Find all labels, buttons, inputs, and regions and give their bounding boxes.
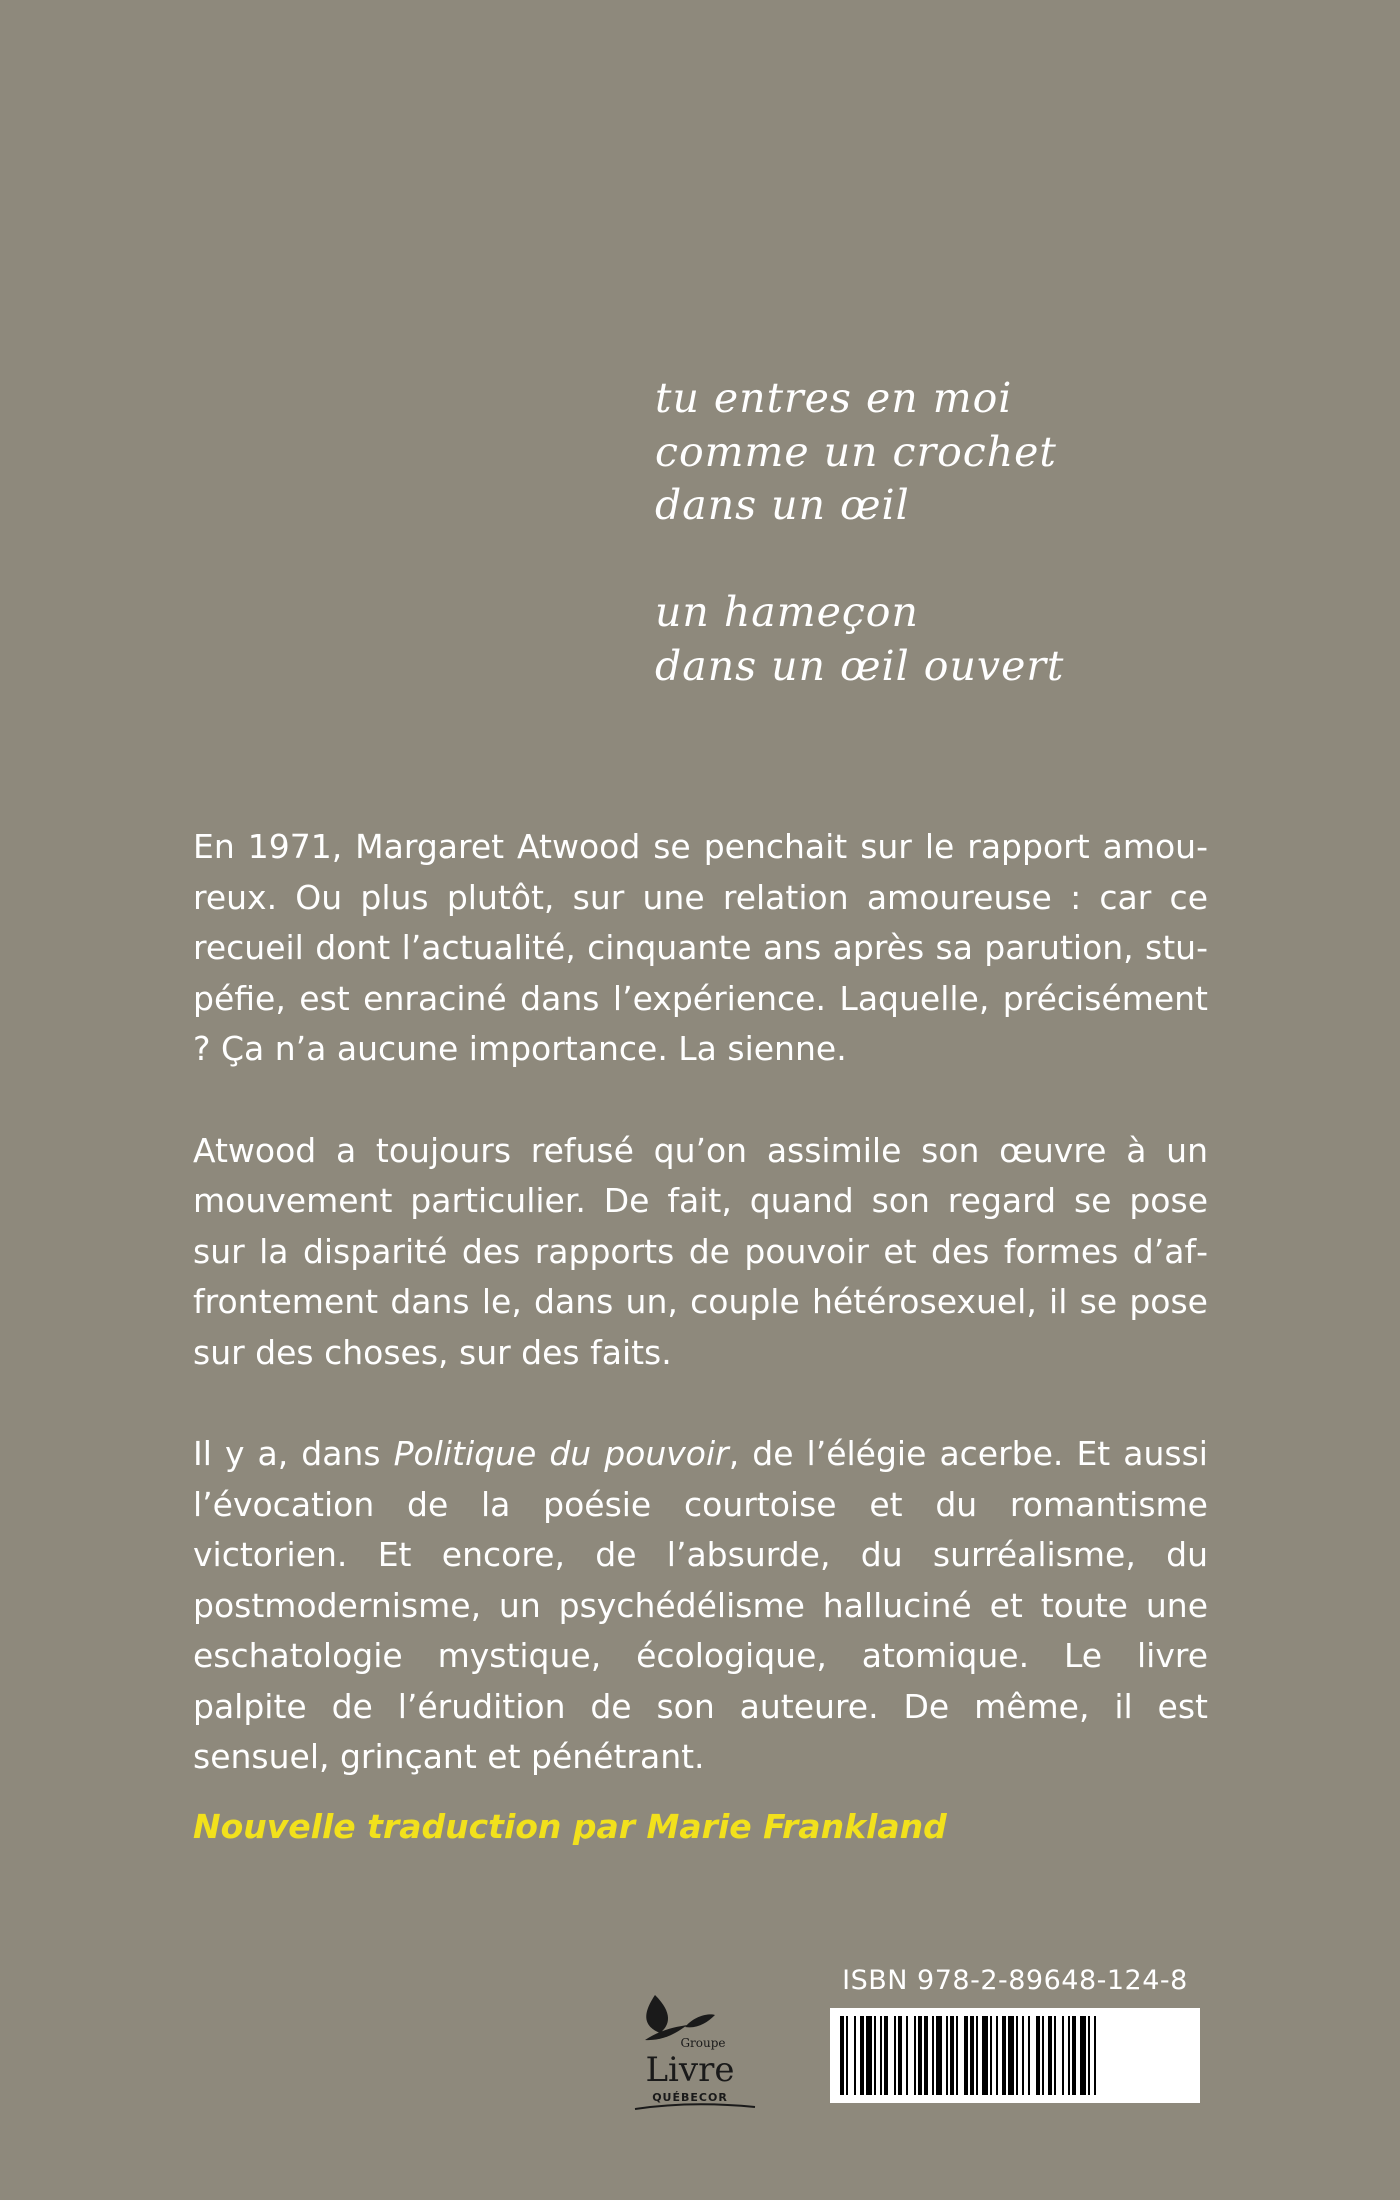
isbn-number: ISBN 978-2-89648-124-8 [842,1965,1188,1996]
poem-line: tu entres en moi [655,374,1013,422]
blurb-text: Il y a, dans [193,1434,394,1473]
blurb-paragraph-1: En 1971, Margaret Atwood se penchait sur le rapport amoureux. Ou plus plutôt, sur une relation amoureuse : car ce recueil dont l’actualité, cinquante ans après sa parution, stupéfie, est enraciné dans l’expérience. Laquelle, précisément ? Ça n’a aucune importance. La sienne. [193,827,1208,1068]
logo-line1: Groupe [680,2036,726,2050]
publisher-logo [615,1985,765,2125]
blurb-text: , de l’élégie acerbe. Et aussi l’évocation de la poésie courtoise et du romantisme victorien. Et encore, de l’absurde, du surréalisme, du postmodernisme, un psychédélisme halluciné et toute une eschatologie mystique, écologique, atomique. Le livre palpite de l’érudition de son auteure. De même, il est sensuel, grinçant et pénétrant. [193,1434,1208,1776]
poem-line: dans un œil [655,481,910,529]
logo-line2: Livre [645,2050,735,2090]
isbn-block [830,1965,1200,2103]
leaf-icon [615,1985,765,2125]
poem-line: dans un œil ouvert [655,641,1065,690]
logo-line3: QUÉBECOR [652,2091,728,2104]
barcode-icon [840,2016,1190,2095]
poem-excerpt [655,372,1064,693]
translator-credit: Nouvelle traduction par Marie Frankland [193,1807,947,1846]
blurb-paragraph-3 [193,1429,1208,1783]
back-cover-blurb [193,822,1208,1834]
stanza-break [655,533,1064,587]
barcode [830,2008,1200,2103]
poem-line: comme un crochet [655,427,1057,476]
book-title: Politique du pouvoir [393,1434,729,1473]
blurb-paragraph-2: Atwood a toujours refusé qu’on assimile son œuvre à un mouvement particulier. De fait, quand son regard se pose sur la disparité des rapports de pouvoir et des formes d’affrontement dans le, dans un, couple hétérosexuel, il se pose sur des choses, sur des faits. [193,1130,1208,1372]
poem-line: un hameçon [655,588,919,636]
